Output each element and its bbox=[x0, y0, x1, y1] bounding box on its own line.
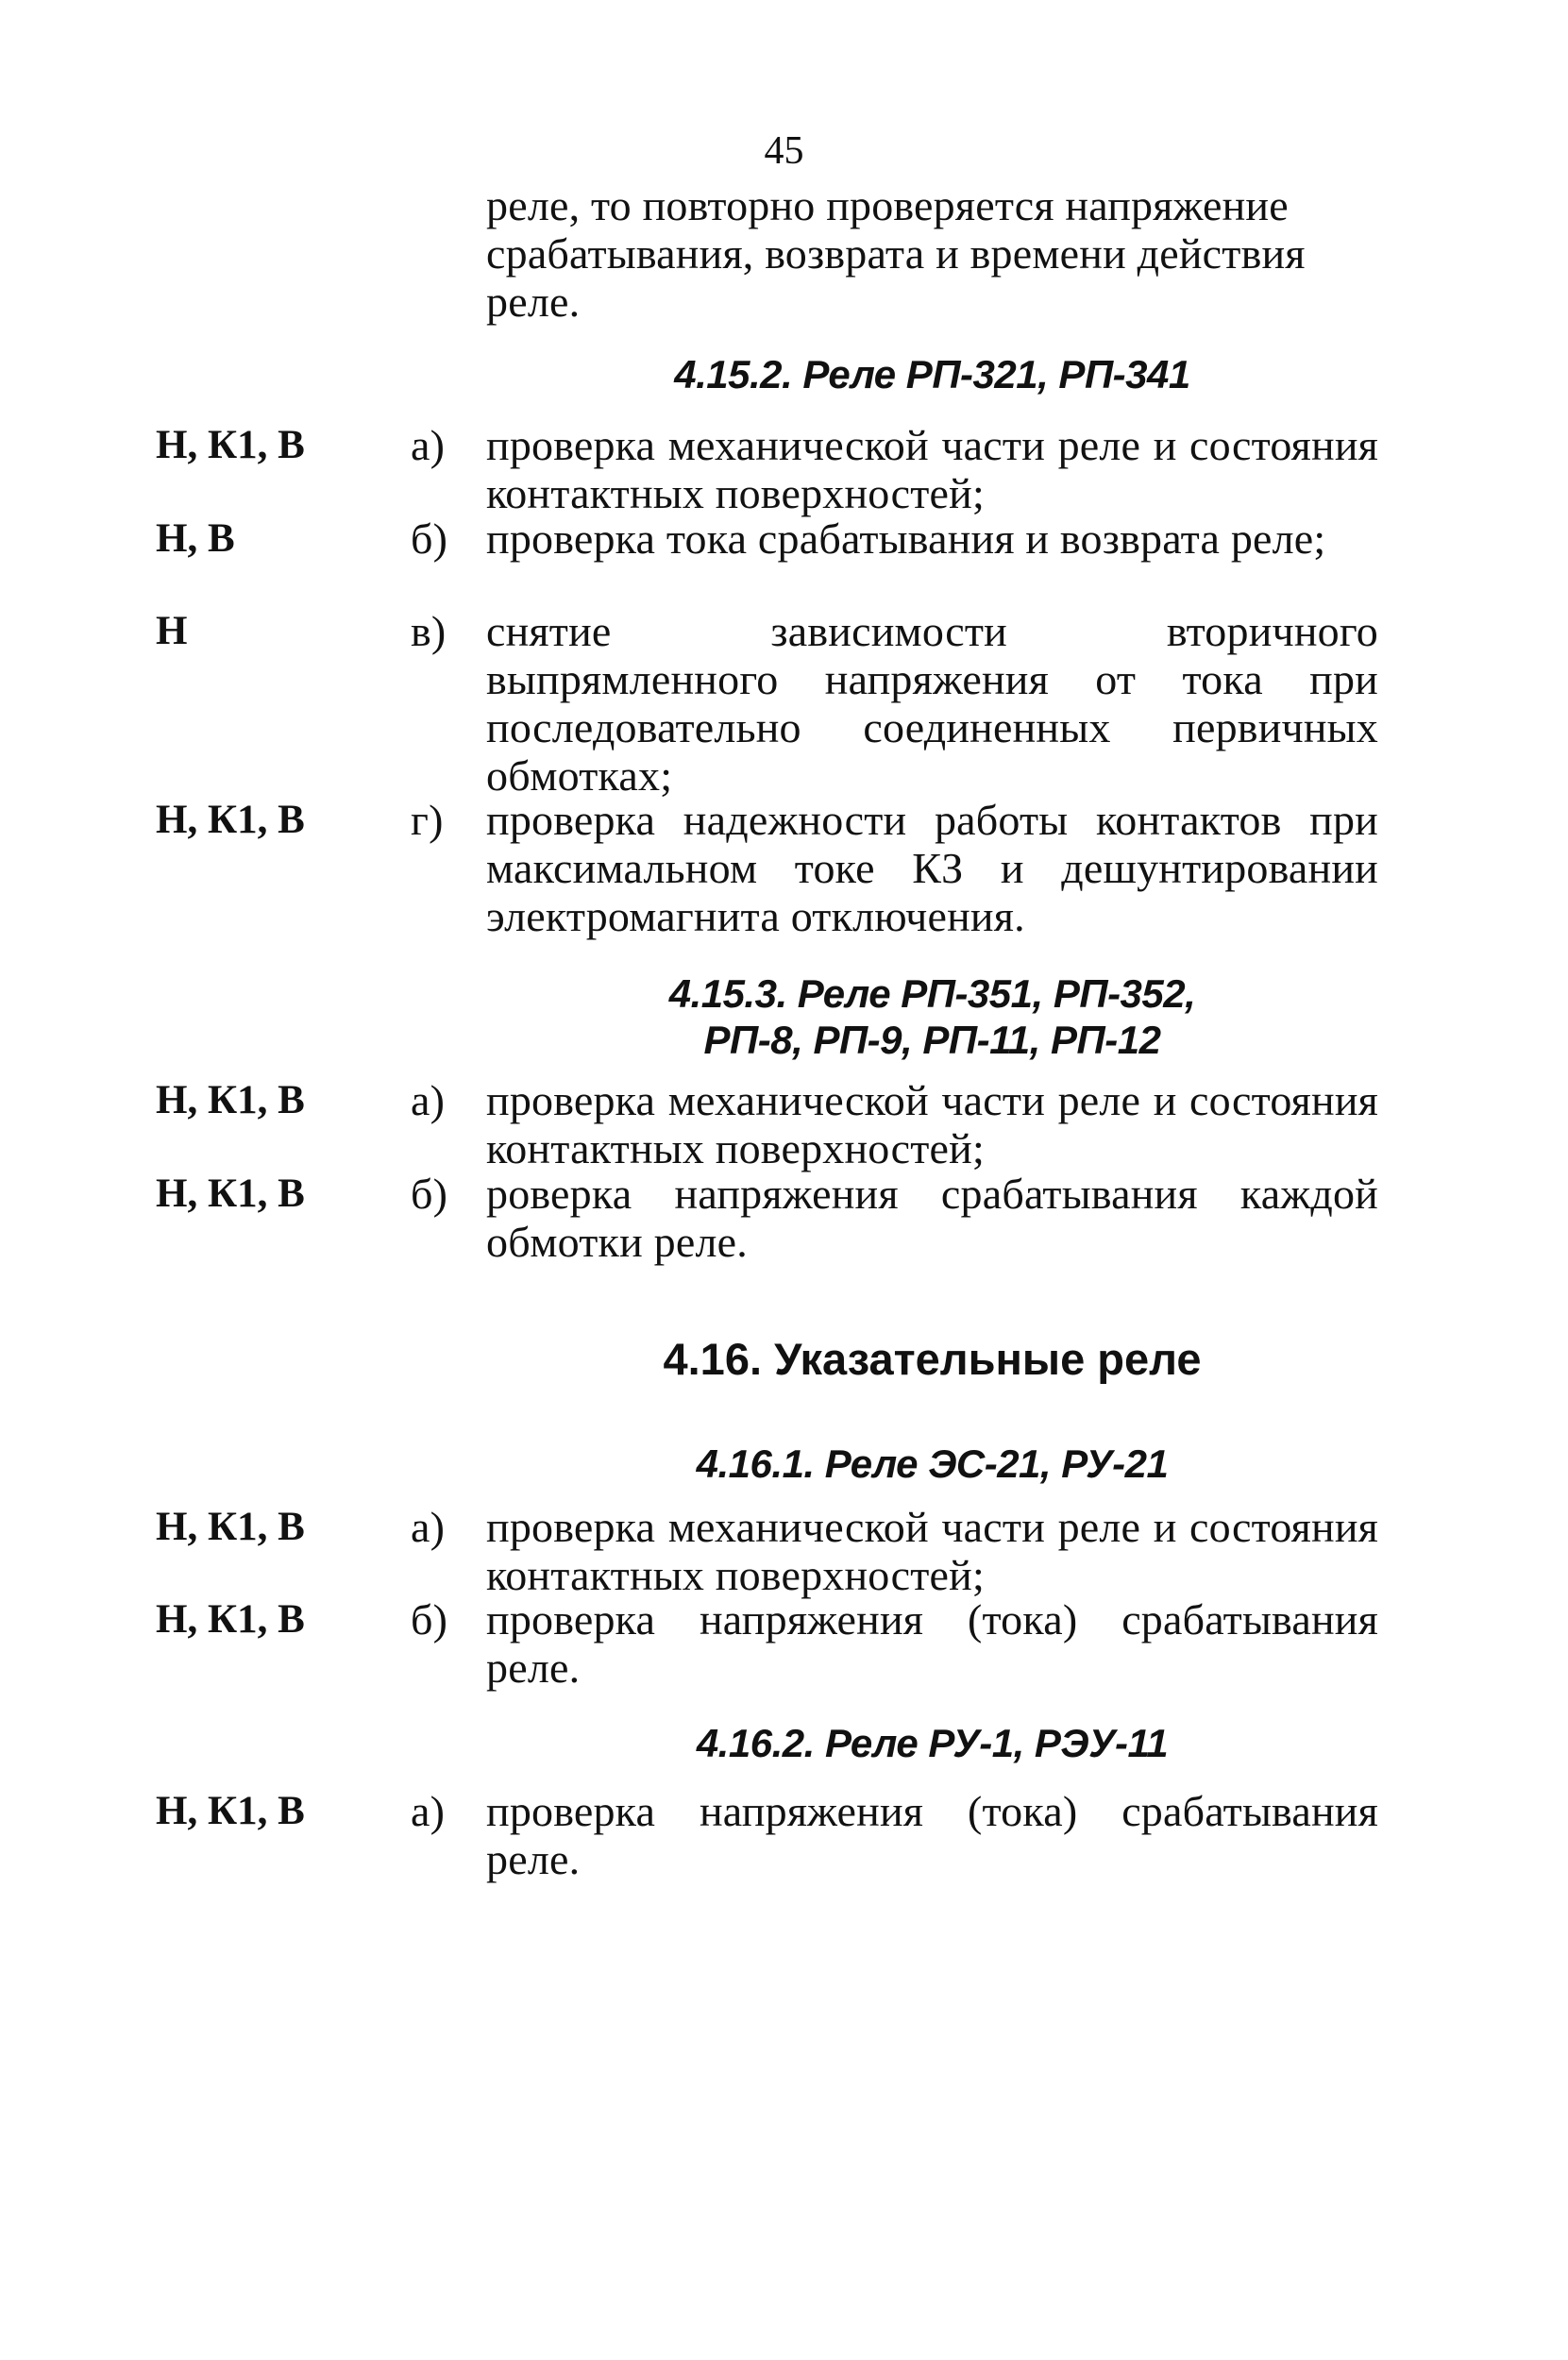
test-code: Н bbox=[156, 609, 188, 653]
item-marker: а) bbox=[411, 1503, 446, 1551]
item-text: проверка механической части реле и состояния контактных поверхностей; bbox=[486, 1076, 1378, 1172]
list-item bbox=[411, 607, 1378, 800]
item-text: снятие зависимости вторичного выпрямленного напряжения от тока при последовательно соединенных первичных обмотках; bbox=[486, 607, 1378, 800]
list-item bbox=[411, 514, 1378, 563]
intro-paragraph: реле, то повторно проверяется напряжение срабатывания, возврата и времени действия реле. bbox=[486, 181, 1306, 326]
heading-line: РП-8, РП-9, РП-11, РП-12 bbox=[703, 1018, 1161, 1062]
test-code: Н, В bbox=[156, 516, 235, 561]
test-code: Н, К1, В bbox=[156, 1172, 305, 1216]
test-code: Н, К1, В bbox=[156, 1078, 305, 1122]
item-marker: а) bbox=[411, 1787, 446, 1835]
list-item bbox=[411, 1170, 1378, 1266]
heading-line: 4.15.3. Реле РП-351, РП-352, bbox=[668, 971, 1196, 1016]
subsection-heading-4-15-2: 4.15.2. Реле РП-321, РП-341 bbox=[674, 352, 1190, 396]
list-item bbox=[411, 1595, 1378, 1692]
list-item bbox=[411, 1076, 1378, 1172]
item-text: роверка напряжения срабатывания каждой обмотки реле. bbox=[486, 1170, 1378, 1266]
section-heading-4-16: 4.16. Указательные реле bbox=[663, 1334, 1202, 1384]
test-code: Н, К1, В bbox=[156, 798, 305, 842]
item-text: проверка механической части реле и состояния контактных поверхностей; bbox=[486, 421, 1378, 517]
item-marker: в) bbox=[411, 607, 447, 655]
subsection-heading-4-16-2: 4.16.2. Реле РУ-1, РЭУ-11 bbox=[696, 1721, 1169, 1765]
list-item bbox=[411, 1787, 1378, 1883]
item-text: проверка надежности работы контактов при максимальном токе КЗ и дешунтировании электромагнита отключения. bbox=[486, 796, 1378, 940]
item-text: проверка напряжения (тока) срабатывания реле. bbox=[486, 1787, 1378, 1883]
item-marker: б) bbox=[411, 1595, 448, 1644]
list-item bbox=[411, 1503, 1378, 1599]
subsection-heading-4-16-1: 4.16.1. Реле ЭС-21, РУ-21 bbox=[696, 1441, 1169, 1486]
test-code: Н, К1, В bbox=[156, 1789, 305, 1833]
subsection-heading-4-15-3 bbox=[486, 970, 1378, 1063]
item-marker: а) bbox=[411, 421, 446, 469]
item-text: проверка тока срабатывания и возврата реле; bbox=[486, 514, 1326, 563]
list-item bbox=[411, 796, 1378, 940]
item-text: проверка механической части реле и состояния контактных поверхностей; bbox=[486, 1503, 1378, 1599]
list-item bbox=[411, 421, 1378, 517]
item-marker: б) bbox=[411, 514, 448, 563]
test-code: Н, К1, В bbox=[156, 1505, 305, 1549]
item-marker: а) bbox=[411, 1076, 446, 1124]
item-text: проверка напряжения (тока) срабатывания реле. bbox=[486, 1595, 1378, 1692]
test-code: Н, К1, В bbox=[156, 1597, 305, 1642]
item-marker: б) bbox=[411, 1170, 448, 1218]
item-marker: г) bbox=[411, 796, 444, 844]
page-number: 45 bbox=[764, 129, 804, 173]
test-code: Н, К1, В bbox=[156, 423, 305, 467]
